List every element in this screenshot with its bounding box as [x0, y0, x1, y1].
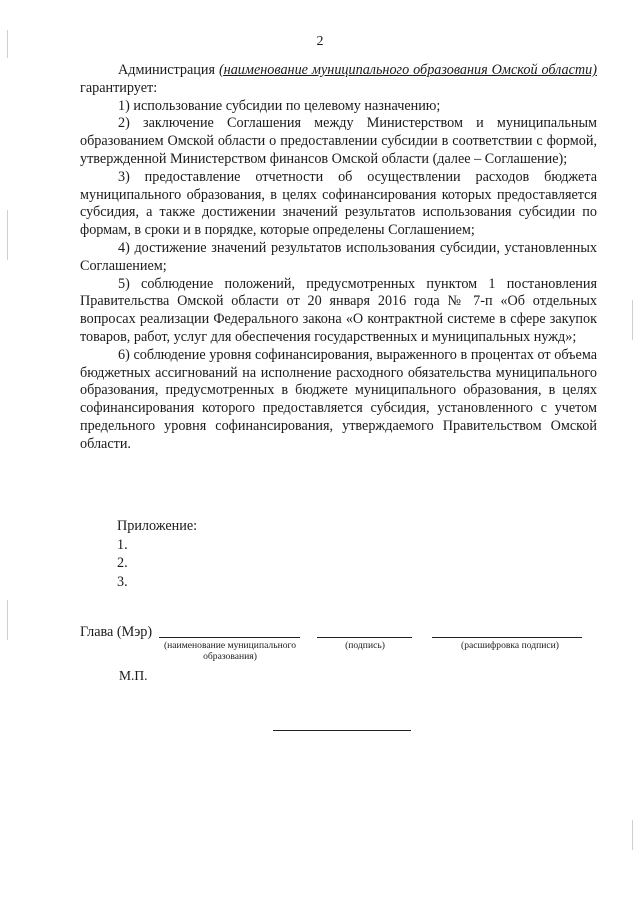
- scan-edge-mark: [632, 300, 633, 340]
- signature-caption: (подпись): [345, 640, 385, 651]
- attachments-label: Приложение:: [117, 518, 198, 534]
- signature-decoding-caption: (расшифровка подписи): [461, 640, 559, 651]
- attachment-item: 2.: [117, 555, 128, 571]
- list-item: 6) соблюдение уровня софинансирования, выраженного в процентах от объема бюджетных ассигнований на исполнение расходного обязательства муниципального образования, предусмотренных в бюджете муниципального образования, в целях софинансирования которого предоставляется субсидия, установленного с учетом предельного уровня софинансирования, утверждаемого Правительством Омской области.: [80, 346, 597, 452]
- list-item: 4) достижение значений результатов использования субсидии, установленных Соглашением;: [80, 239, 597, 274]
- end-separator-line: [273, 730, 411, 731]
- municipality-name-caption: (наименование муниципального образования): [163, 640, 297, 662]
- seal-place-label: М.П.: [119, 668, 148, 683]
- intro-paragraph: [80, 62, 597, 98]
- intro-text-after: гарантирует:: [80, 79, 158, 96]
- guarantee-text: [80, 62, 597, 454]
- list-item: 5) соблюдение положений, предусмотренных пунктом 1 постановления Правительства Омской области от 20 января 2016 года № 7-п «Об отдельных вопросах реализации Федерального закона «О контрактной системе в сфере закупок товаров, работ, услуг для обеспечения государственных и муниципальных нужд»;: [80, 275, 597, 345]
- attachment-item: 1.: [117, 536, 128, 553]
- attachments-block: [117, 517, 197, 591]
- head-signature-label: Глава (Мэр): [80, 624, 153, 640]
- list-item: 3) предоставление отчетности об осуществлении расходов бюджета муниципального образования, в целях софинансирования которых предоставляется субсидия, а также достижении значений результатов использования субсидии по формам, в сроки и в порядке, которые определены Соглашением;: [80, 168, 597, 239]
- intro-text-before: Администрация: [118, 62, 219, 78]
- scan-edge-mark: [7, 210, 8, 260]
- signature-line: [317, 637, 412, 638]
- scan-edge-mark: [7, 600, 8, 640]
- attachment-item: 3.: [117, 573, 128, 590]
- signature-decoding-line: [432, 637, 582, 638]
- scan-edge-mark: [632, 820, 633, 850]
- page-number: 2: [316, 34, 324, 49]
- list-item: 1) использование субсидии по целевому назначению;: [118, 97, 441, 114]
- municipality-name-line: [159, 637, 300, 638]
- list-item: 2) заключение Соглашения между Министерством и муниципальным образованием Омской области о предоставлении субсидии в соответствии с формой, утвержденной Министерством финансов Омской области (далее – Соглашение);: [80, 115, 597, 167]
- municipality-placeholder: (наименование муниципального образования Омской области): [218, 62, 597, 78]
